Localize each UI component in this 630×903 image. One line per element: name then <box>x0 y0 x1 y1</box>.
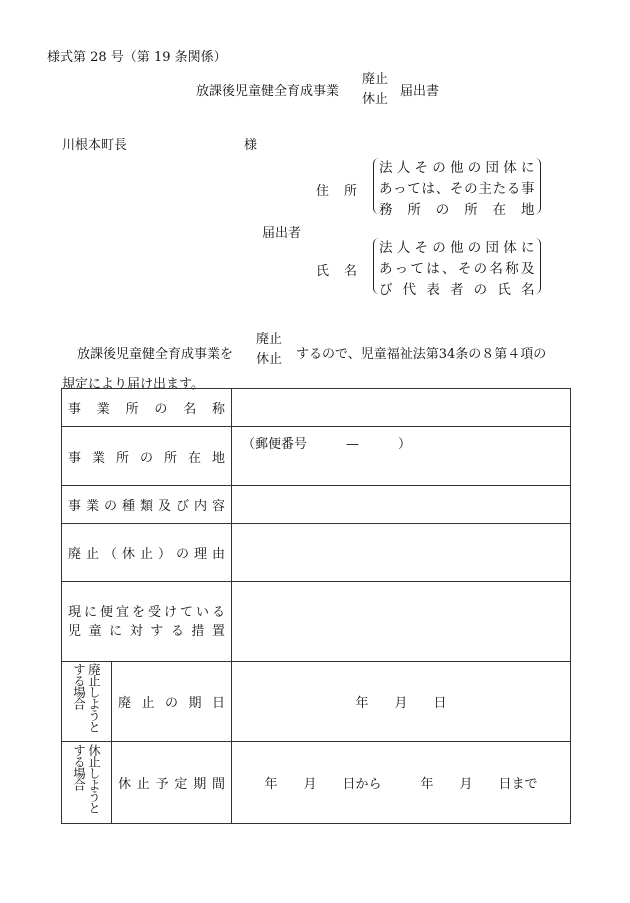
submitter-label: 届出者 <box>262 226 302 241</box>
abolish-side-label: 廃止しようとする場合 <box>62 662 112 742</box>
statement-prefix: 放課後児童健全育成事業を <box>77 347 234 362</box>
abolish-date-label: 廃止の期日 <box>112 662 232 742</box>
reason-field[interactable] <box>232 524 571 582</box>
title-option-suspend: 休止 <box>361 92 388 107</box>
name-label: 氏 名 <box>316 264 359 279</box>
business-type-label: 事業の種類及び内容 <box>62 486 232 524</box>
name-note-line: あっては、その名称及 <box>379 261 535 277</box>
facility-address-label: 事業所の所在地 <box>62 427 232 486</box>
title-option-stack <box>360 70 390 110</box>
document-title-suffix: 届出書 <box>400 84 440 99</box>
table-row <box>62 742 571 824</box>
address-label: 住 所 <box>316 184 359 199</box>
table-row <box>62 486 571 524</box>
suspend-period-field[interactable] <box>232 742 571 824</box>
table-row <box>62 389 571 427</box>
statement-option-stack <box>252 330 286 370</box>
form-number: 様式第 28 号（第 19 条関係） <box>47 50 227 65</box>
measures-label-line: 現に便宜を受けている <box>68 604 226 620</box>
statement-option-abolish: 廃止 <box>255 332 282 347</box>
address-note-line: あっては、その主たる事 <box>379 181 535 197</box>
addressee-honorific: 様 <box>244 138 258 153</box>
statement-suffix: するので、児童福祉法第34条の８第４項の <box>296 347 547 362</box>
table-row <box>62 582 571 662</box>
business-type-field[interactable] <box>232 486 571 524</box>
document-title: 放課後児童健全育成事業 <box>196 84 340 99</box>
title-option-abolish: 廃止 <box>361 72 388 87</box>
statement-line2: 規定により届け出ます。 <box>62 377 204 392</box>
address-note-line: 務 所 の 所 在 地 <box>379 202 535 218</box>
measures-field[interactable] <box>232 582 571 662</box>
table-row <box>62 427 571 486</box>
measures-label-line: 児童に対する措置 <box>68 623 226 639</box>
reason-label: 廃止（休止）の理由 <box>62 524 232 582</box>
address-note-line: 法人その他の団体に <box>379 160 535 176</box>
name-note-line: び代表者の氏名 <box>379 282 535 298</box>
postal-code-text: （郵便番号 — ） <box>242 437 412 452</box>
address-note-bracket <box>373 158 541 218</box>
table-row <box>62 524 571 582</box>
statement-option-suspend: 休止 <box>255 352 282 367</box>
facility-name-field[interactable] <box>232 389 571 427</box>
suspend-side-label: 休止しようとする場合 <box>62 742 112 824</box>
measures-label <box>62 582 232 662</box>
abolish-date-value: 年 月 日 <box>355 696 447 711</box>
suspend-period-label: 休止予定期間 <box>112 742 232 824</box>
name-note-line: 法人その他の団体に <box>379 240 535 256</box>
facility-address-field[interactable] <box>232 427 571 486</box>
form-table <box>61 388 571 824</box>
addressee-name: 川根本町長 <box>62 138 128 153</box>
table-row <box>62 662 571 742</box>
facility-name-label: 事業所の名称 <box>62 389 232 427</box>
abolish-date-field[interactable] <box>232 662 571 742</box>
suspend-period-value: 年 月 日から 年 月 日まで <box>264 777 538 792</box>
name-note-bracket <box>373 238 541 298</box>
